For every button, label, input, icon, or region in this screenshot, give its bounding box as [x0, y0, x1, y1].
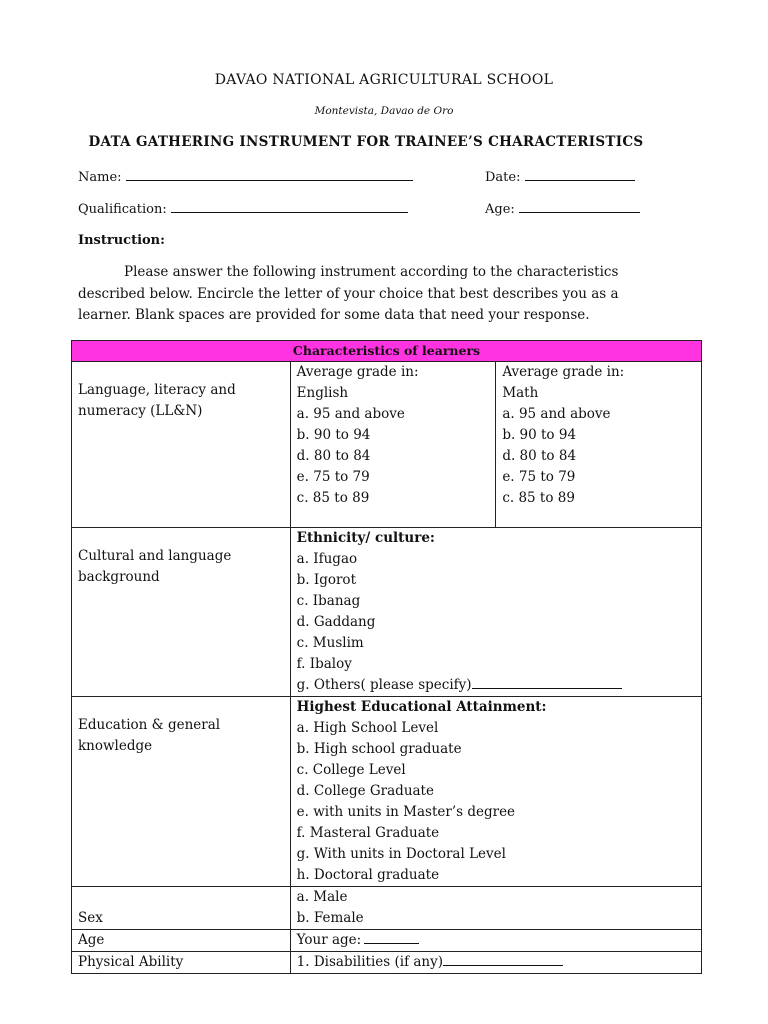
education-option: h. Doctoral graduate: [296, 867, 440, 883]
math-option: c. 85 to 89: [502, 490, 575, 506]
table-row-culture: [72, 528, 702, 697]
table-row-education: [72, 697, 702, 887]
culture-label: Cultural and language background: [72, 528, 291, 697]
name-label: Name:: [78, 170, 122, 185]
education-cell: [290, 697, 701, 887]
qualification-label: Qualification:: [78, 202, 167, 217]
sex-cell: [290, 887, 701, 930]
age-label: Age:: [485, 202, 515, 217]
culture-other-option: [297, 675, 695, 696]
education-option: b. High school graduate: [296, 741, 462, 757]
physical-cell: [290, 952, 701, 974]
age-row-blank: [364, 930, 419, 944]
math-option: e. 75 to 79: [502, 469, 576, 485]
culture-option: b. Igorot: [296, 572, 356, 588]
culture-option: c. Ibanag: [296, 593, 361, 609]
name-blank: [126, 168, 413, 181]
education-option: c. College Level: [296, 762, 406, 778]
english-option: b. 90 to 94: [296, 427, 371, 443]
english-option: a. 95 and above: [296, 406, 405, 422]
table-row-age: [72, 930, 702, 952]
physical-value: 1. Disabilities (if any): [296, 954, 444, 970]
culture-option: f. Ibaloy: [296, 656, 352, 672]
age-field: [485, 200, 640, 217]
characteristics-table: [71, 340, 702, 974]
education-option: g. With units in Doctoral Level: [296, 846, 506, 862]
english-subject: English: [296, 385, 349, 401]
name-field: [78, 168, 413, 185]
english-grade-cell: [290, 362, 496, 528]
english-grade-prompt: Average grade in:: [296, 364, 419, 380]
table-row-sex: [72, 887, 702, 930]
date-field: [485, 168, 635, 185]
math-grade-cell: [496, 362, 702, 528]
culture-other-label: g. Others( please specify): [296, 677, 472, 693]
english-option: c. 85 to 89: [296, 490, 370, 506]
physical-blank: [443, 952, 563, 966]
table-header: Characteristics of learners: [72, 341, 702, 362]
date-label: Date:: [485, 170, 521, 185]
school-location: Montevista, Davao de Oro: [314, 105, 454, 117]
sex-option: a. Male: [296, 889, 348, 905]
culture-other-blank: [472, 675, 622, 689]
math-subject: Math: [502, 385, 539, 401]
culture-option: a. Ifugao: [296, 551, 358, 567]
date-blank: [525, 168, 635, 181]
math-option: a. 95 and above: [502, 406, 611, 422]
age-row-cell: [290, 930, 701, 952]
physical-label: Physical Ability: [72, 952, 291, 974]
qualification-field: [78, 200, 408, 217]
english-option: d. 80 to 84: [296, 448, 371, 464]
education-heading: Highest Educational Attainment:: [296, 699, 547, 715]
education-label: Education & general knowledge: [72, 697, 291, 887]
education-option: f. Masteral Graduate: [296, 825, 440, 841]
education-option: e. with units in Master’s degree: [296, 804, 516, 820]
culture-heading: Ethnicity/ culture:: [296, 530, 435, 546]
math-option: d. 80 to 84: [502, 448, 577, 464]
math-grade-prompt: Average grade in:: [502, 364, 625, 380]
english-option: e. 75 to 79: [296, 469, 370, 485]
sex-option: b. Female: [296, 910, 364, 926]
math-option: b. 90 to 94: [502, 427, 577, 443]
instruction-text: Please answer the following instrument according to the characteristics described below. Encircle the letter of your choice that best describes you as a learner. Blank spaces are provided for some data that need your response.: [78, 264, 619, 323]
qualification-blank: [171, 200, 408, 213]
education-option: a. High School Level: [296, 720, 439, 736]
table-row-physical: [72, 952, 702, 974]
age-row-value: Your age:: [296, 932, 362, 948]
document-title: DATA GATHERING INSTRUMENT FOR TRAINEE’S CHARACTERISTICS: [88, 134, 644, 150]
culture-option: d. Gaddang: [296, 614, 376, 630]
culture-cell: [290, 528, 701, 697]
school-name: DAVAO NATIONAL AGRICULTURAL SCHOOL: [214, 72, 554, 88]
instruction-label: Instruction:: [78, 233, 165, 248]
age-row-label: Age: [72, 930, 291, 952]
education-option: d. College Graduate: [296, 783, 434, 799]
table-row-llen: [72, 362, 702, 528]
age-blank: [519, 200, 640, 213]
culture-option: c. Muslim: [296, 635, 364, 651]
sex-label: Sex: [72, 887, 291, 930]
llen-label: Language, literacy and numeracy (LL&N): [72, 362, 291, 528]
